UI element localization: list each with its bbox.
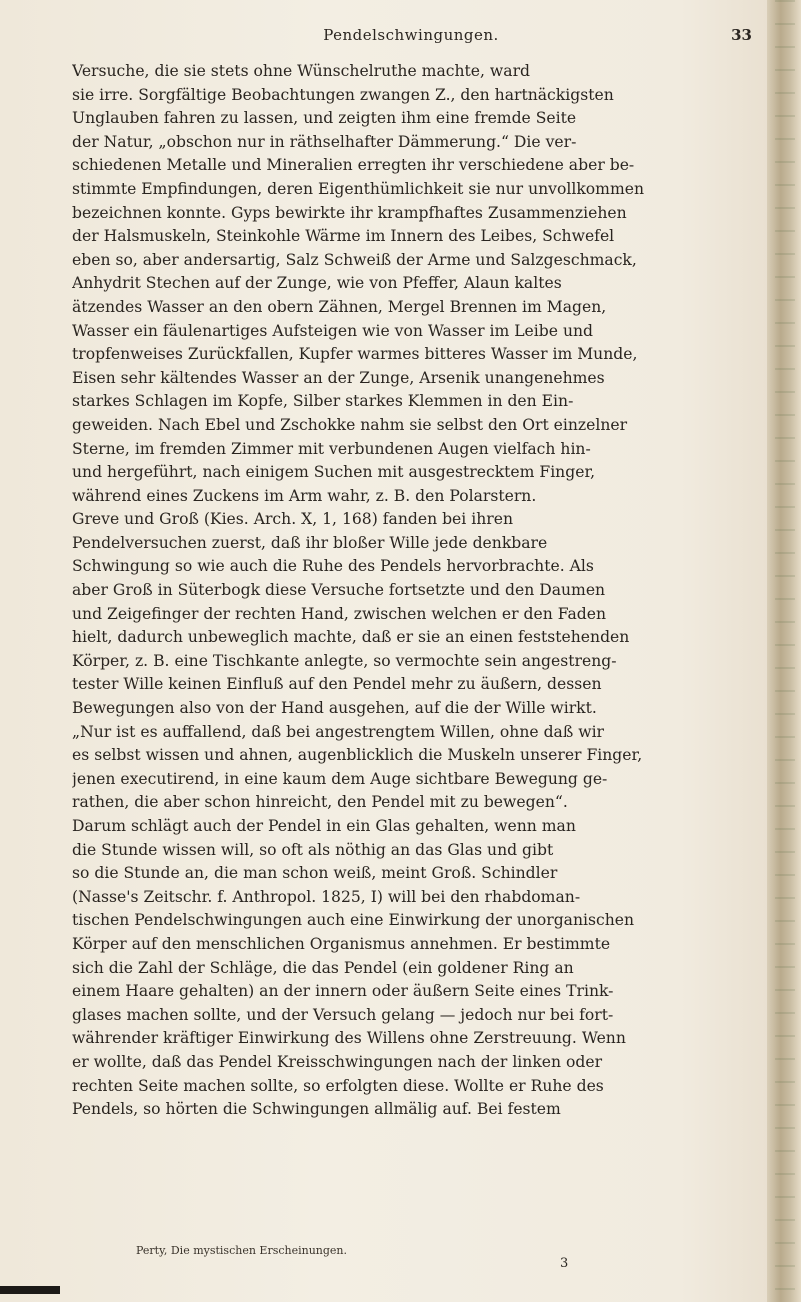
text-line: geweiden. Nach Ebel und Zschokke nahm sie selbst den Ort einzelner: [72, 415, 628, 434]
text-line: Schwingung so wie auch die Ruhe des Pendels hervorbrachte. Als: [72, 557, 594, 576]
footnote-title: Die mystischen Erscheinungen.: [170, 1244, 348, 1257]
text-line: tropfenweises Zurückfallen, Kupfer warmes bitteres Wasser im Munde,: [72, 345, 638, 364]
text-line: eben so, aber andersartig, Salz Schweiß der Arme und Salzgeschmack,: [72, 250, 637, 269]
text-line: rathen, die aber schon hinreicht, den Pendel mit zu bewegen“.: [72, 793, 568, 812]
page-edge-marks: [775, 0, 795, 1302]
text-line: sich die Zahl der Schläge, die das Pendel (ein goldener Ring an: [72, 958, 574, 977]
text-line: während eines Zuckens im Arm wahr, z. B. den Polarstern.: [72, 486, 537, 505]
text-line: der Halsmuskeln, Steinkohle Wärme im Innern des Leibes, Schwefel: [72, 227, 615, 246]
body-text: [72, 60, 752, 1122]
page-header: [70, 26, 752, 52]
footnote: [136, 1244, 347, 1257]
text-line: Greve und Groß (Kies. Arch. X, 1, 168) fanden bei ihren: [72, 510, 513, 529]
text-line: einem Haare gehalten) an der innern oder äußern Seite eines Trink-: [72, 982, 614, 1001]
text-line: bezeichnen konnte. Gyps bewirkte ihr krampfhaftes Zusammenziehen: [72, 203, 627, 222]
text-line: Eisen sehr kältendes Wasser an der Zunge, Arsenik unangenehmes: [72, 368, 605, 387]
text-line: tester Wille keinen Einfluß auf den Pendel mehr zu äußern, dessen: [72, 675, 602, 694]
text-line: schiedenen Metalle und Mineralien erregten ihr verschiedene aber be-: [72, 156, 635, 175]
text-line: jenen executirend, in eine kaum dem Auge sichtbare Bewegung ge-: [72, 769, 608, 788]
text-line: hielt, dadurch unbeweglich machte, daß er sie an einen feststehenden: [72, 628, 630, 647]
page-number: 33: [731, 26, 752, 44]
text-line: es selbst wissen und ahnen, augenblicklich die Muskeln unserer Finger,: [72, 746, 643, 765]
text-line: währender kräftiger Einwirkung des Willens ohne Zerstreuung. Wenn: [72, 1029, 626, 1048]
text-line: stimmte Empfindungen, deren Eigenthümlichkeit sie nur unvollkommen: [72, 179, 645, 198]
text-line: Darum schlägt auch der Pendel in ein Glas gehalten, wenn man: [72, 817, 576, 835]
signature-mark: 3: [560, 1256, 569, 1271]
text-line: und hergeführt, nach einigem Suchen mit ausgestrecktem Finger,: [72, 463, 596, 482]
text-line: ätzendes Wasser an den obern Zähnen, Mergel Brennen im Magen,: [72, 297, 607, 316]
text-line: Körper, z. B. eine Tischkante anlegte, so vermochte sein angestreng-: [72, 651, 617, 670]
text-line: rechten Seite machen sollte, so erfolgten diese. Wollte er Ruhe des: [72, 1076, 604, 1095]
running-title: Pendelschwingungen.: [323, 26, 499, 44]
text-line: glases machen sollte, und der Versuch gelang — jedoch nur bei fort-: [72, 1005, 614, 1024]
text-line: so die Stunde an, die man schon weiß, meint Groß. Schindler: [72, 864, 558, 883]
text-line: er wollte, daß das Pendel Kreisschwingungen nach der linken oder: [72, 1052, 603, 1071]
text-line: Wasser ein fäulenartiges Aufsteigen wie von Wasser im Leibe und: [72, 321, 594, 340]
text-line: Unglauben fahren zu lassen, und zeigten ihm eine fremde Seite: [72, 109, 577, 128]
text-line: Pendelversuchen zuerst, daß ihr bloßer Wille jede denkbare: [72, 533, 548, 552]
text-line: der Natur, „obschon nur in räthselhafter Dämmerung.“ Die ver-: [72, 132, 577, 151]
text-line: Bewegungen also von der Hand ausgehen, auf die der Wille wirkt.: [72, 699, 597, 718]
text-line: Versuche, die sie stets ohne Wünschelruthe machte, ward: [72, 62, 531, 80]
text-line: Pendels, so hörten die Schwingungen allmälig auf. Bei festem: [72, 1100, 561, 1119]
text-line: die Stunde wissen will, so oft als nöthig an das Glas und gibt: [72, 840, 554, 859]
text-line: und Zeigefinger der rechten Hand, zwischen welchen er den Faden: [72, 604, 607, 623]
text-line: (Nasse's Zeitschr. f. Anthropol. 1825, I) will bei den rhabdoman-: [72, 887, 581, 906]
scan-mark: [0, 1286, 60, 1294]
text-line: „Nur ist es auffallend, daß bei angestrengtem Willen, ohne daß wir: [72, 722, 605, 741]
text-line: Anhydrit Stechen auf der Zunge, wie von Pfeffer, Alaun kaltes: [72, 274, 562, 293]
footnote-author: Perty,: [136, 1244, 168, 1257]
text-line: Körper auf den menschlichen Organismus annehmen. Er bestimmte: [72, 934, 611, 953]
text-line: Sterne, im fremden Zimmer mit verbundenen Augen vielfach hin-: [72, 439, 591, 458]
text-line: sie irre. Sorgfältige Beobachtungen zwangen Z., den hartnäckigsten: [72, 85, 614, 104]
text-line: aber Groß in Süterbogk diese Versuche fortsetzte und den Daumen: [72, 581, 606, 600]
text-line: tischen Pendelschwingungen auch eine Einwirkung der unorganischen: [72, 911, 635, 930]
text-line: starkes Schlagen im Kopfe, Silber starkes Klemmen in den Ein-: [72, 392, 574, 411]
